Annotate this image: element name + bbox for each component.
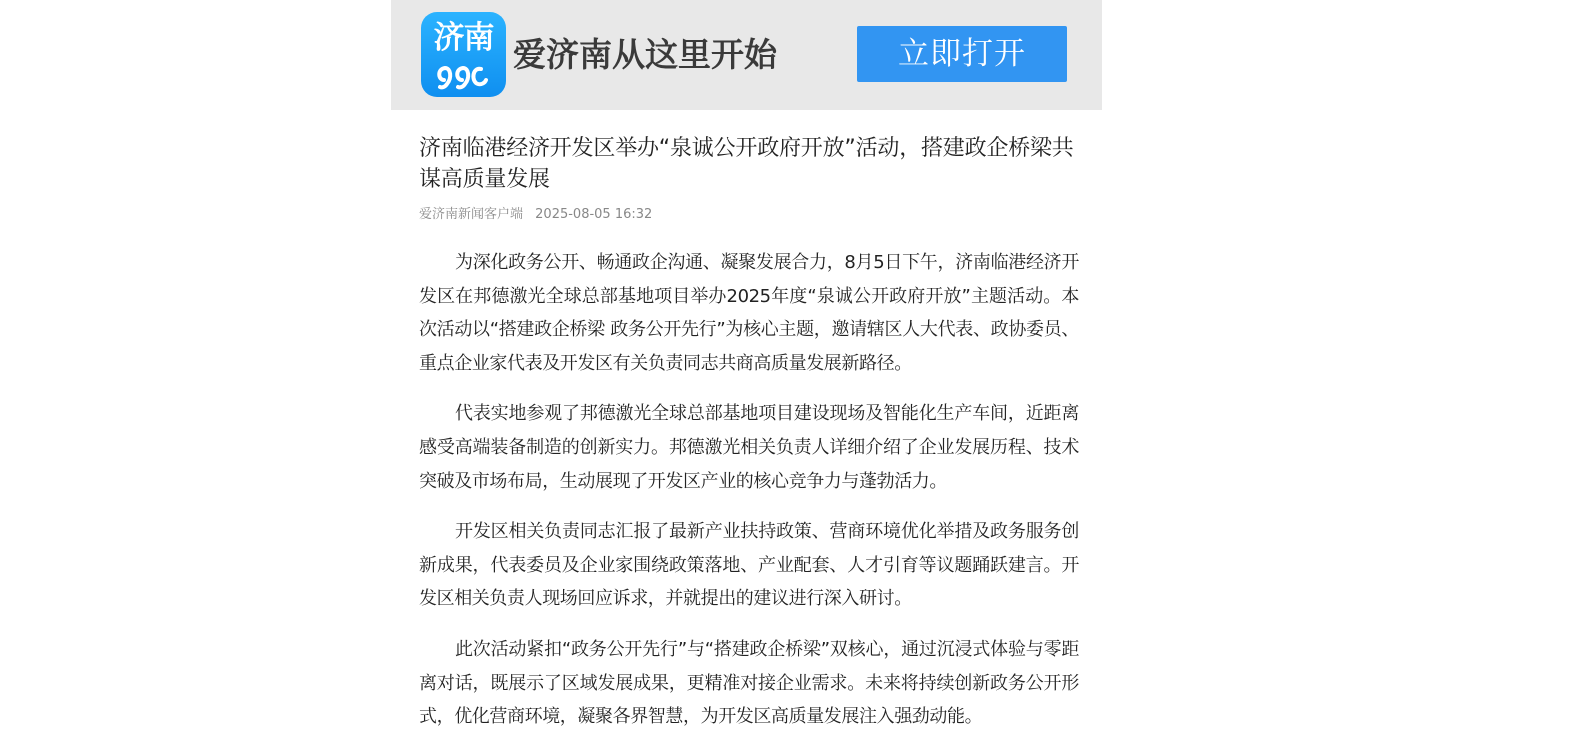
article-paragraph-3: 开发区相关负责同志汇报了最新产业扶持政策、营商环境优化举措及政务服务创新成果，代表委员及企业家围绕政策落地、产业配套、人才引育等议题踊跃建言。开发区相关负责人现场回应诉求，并就提出的建议进行深入研讨。 [419,521,1079,610]
banner-slogan: 爱济南从这里开始 [513,35,777,74]
open-app-button[interactable]: 立即打开 [857,26,1067,82]
app-logo-text: 济南 [433,20,494,56]
article-datetime: 2025-08-05 16:32 [535,207,653,222]
article-paragraph-4: 此次活动紧扣“政务公开先行”与“搭建政企桥梁”双核心，通过沉浸式体验与零距离对话，既展示了区域发展成果，更精准对接企业需求。未来将持续创新政务公开形式，优化营商环境，凝聚各界智慧，为开发区高质量发展注入强劲动能。 [419,638,1079,728]
article-page [391,0,1102,754]
news-article [419,133,1079,734]
article-source: 爱济南新闻客户端 [419,207,524,222]
article-paragraph-1: 为深化政务公开、畅通政企沟通、凝聚发展合力，8月5日下午，济南临港经济开发区在邦德激光全球总部基地项目举办2025年度“泉诚公开政府开放”主题活动。本次活动以“搭建政企桥梁 政务公开先行”为核心主题，邀请辖区人大代表、政协委员、重点企业家代表及开发区有关负责同志共商高质量发展新路径。 [419,252,1079,374]
article-meta [419,206,1079,224]
logo-wave-icon [435,60,493,92]
article-paragraph-2: 代表实地参观了邦德激光全球总部基地项目建设现场及智能化生产车间，近距离感受高端装备制造的创新实力。邦德激光相关负责人详细介绍了企业发展历程、技术突破及市场布局，生动展现了开发区产业的核心竞争力与蓬勃活力。 [419,403,1079,492]
app-download-banner[interactable] [391,0,1102,110]
article-title: 济南临港经济开发区举办“泉诚公开政府开放”活动，搭建政企桥梁共谋高质量发展 [419,136,1074,192]
jinan-logo-icon[interactable] [421,12,506,97]
